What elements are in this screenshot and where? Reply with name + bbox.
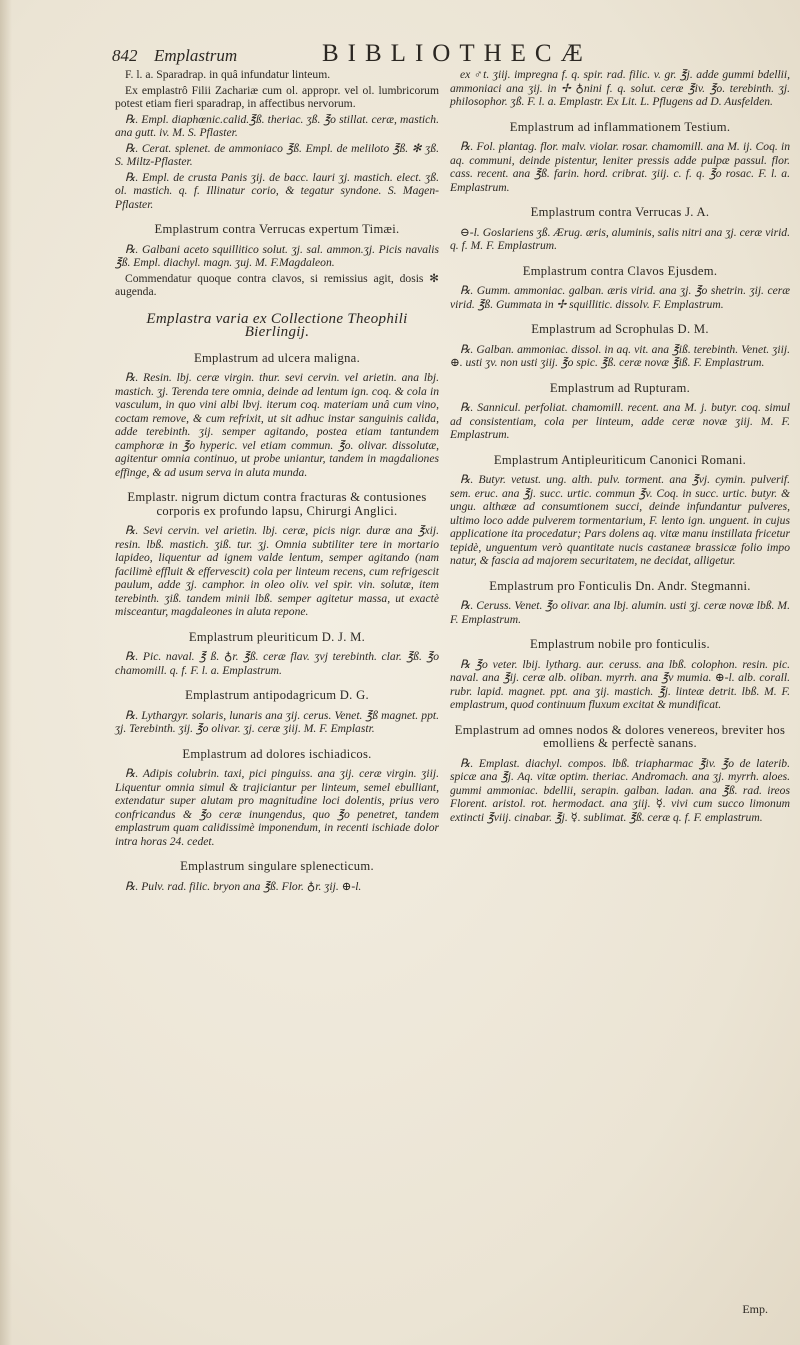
page-header xyxy=(112,40,792,70)
recipe-paragraph: ℞. Empl. de crusta Panis ʒij. de bacc. lauri ʒj. mastich. elect. ʒß. ol. mastich. q. f. Illinatur corio, & tegatur syndone. S. Magen-Pflaster. xyxy=(115,170,439,211)
section-heading: Emplastrum ad Scrophulas D. M. xyxy=(531,322,709,336)
page-number: 842 xyxy=(112,46,138,65)
section-heading: Emplastrum ad inflammationem Testium. xyxy=(509,119,731,134)
recipe-paragraph: ℞. Adipis colubrin. taxi, pici pinguiss. ana ʒij. ceræ virgin. ʒiij. Liquentur omnia simul & trajiciantur per linteum, semel ebulliant, extendatur super alutam pro magnitudine loci dolentis, prius vero confricandus & ℥o ceræ inungendus, quo ℥o penetret, tandem emplastrum quam calidissimè imponendum, in recenti ischiade dolor intra horas 24. cedet. xyxy=(115,767,439,848)
text-paragraph: Ex emplastrô Filii Zachariæ cum ol. appropr. vel ol. lumbricorum potest etiam fieri sparadrap, in affectibus nervorum. xyxy=(115,83,439,110)
recipe-paragraph: ⊖-l. Goslariens ʒß. Ærug. æris, aluminis, salis nitri ana ʒj. ceræ virid. q. f. M. F. Emplastrum. xyxy=(450,225,790,252)
text-paragraph: F. l. a. Sparadrap. in quâ infundatur linteum. xyxy=(125,68,331,81)
recipe-paragraph: ℞. Empl. diaphœnic.calid.℥ß. theriac. ʒß. ℥o stillat. ceræ, mastich. ana gutt. iv. M. S. Pflaster. xyxy=(115,112,439,139)
section-heading: Emplastrum pleuriticum D. J. M. xyxy=(188,629,366,644)
recipe-paragraph: ℞. Sannicul. perfoliat. chamomill. recent. ana M. j. butyr. coq. simul ad consistentiam, cola per linteum, adde ceræ novæ ʒiij. M. F. Emplastrum. xyxy=(450,401,790,441)
section-heading: Emplastrum ad omnes nodos & dolores venereos, breviter hos emolliens & perfectè sanans. xyxy=(454,722,786,750)
section-heading: Emplastr. nigrum dictum contra fracturas & contusiones corporis ex profundo lapsu, Chirurgi Anglici. xyxy=(127,490,427,518)
recipe-paragraph: ℞. Pulv. rad. filic. bryon ana ℥ß. Flor. ♁r. ʒij. ⊕-l. xyxy=(125,879,362,893)
recipe-paragraph: ℞. Gumm. ammoniac. galban. æris virid. ana ʒj. ℥o shetrin. ʒij. ceræ virid. ℥ß. Gummata in ✢ squillitic. dissolv. F. Emplastrum. xyxy=(450,284,790,311)
recipe-paragraph: ℞. Resin. lbj. ceræ virgin. thur. sevi cervin. vel arietin. ana lbj. mastich. ʒj. Terenda tere omnia, deinde ad lentum ign. coq. & cola in vasculum, in quo vini albi lbvj. iterum coq. materiam unâ cum vino, coctam remove, & cum refrixit, ut sit adhuc instar sanguinis calida, adde terebinth. ʒij. semper agitando, postea etiam tantundem camphoræ in ℥o hyperic. vel etiam commun. ℥o. olivar. dissolutæ, agitentur omnia continuo, ut probe uniantur, tandem in magdaliones effinge, & ad usum serva in aluta munda. xyxy=(115,371,439,479)
recipe-paragraph: ℞. Galban. ammoniac. dissol. in aq. vit. ana ℥iß. terebinth. Venet. ʒiij. ⊕. usti ʒv. non usti ʒiij. ℥o spic. ℥ß. ceræ novæ ℥iß. F. Emplastrum. xyxy=(450,342,790,369)
right-column xyxy=(450,68,790,826)
section-heading: Emplastrum contra Verrucas expertum Timæi. xyxy=(154,222,400,236)
running-head: Emplastrum xyxy=(154,46,238,65)
catchword: Emp. xyxy=(742,1302,768,1316)
section-heading: Emplastrum pro Fonticulis Dn. Andr. Stegmanni. xyxy=(489,578,751,593)
page-spine-shadow xyxy=(0,0,12,1345)
recipe-paragraph: ℞. Pic. naval. ℥ ß. ♁r. ℥ß. ceræ flav. ʒvj terebinth. clar. ℥ß. ℥o chamomill. q. f. F. l. a. Emplastrum. xyxy=(115,650,439,677)
section-heading: Emplastrum ad ulcera maligna. xyxy=(193,350,361,365)
section-heading: Emplastrum ad Rupturam. xyxy=(549,380,691,395)
section-heading: Emplastrum nobile pro fonticulis. xyxy=(530,637,710,651)
recipe-paragraph: ℞. Butyr. vetust. ung. alth. pulv. torment. ana ℥vj. cymin. pulverif. sem. eruc. ana ℥j. succ. urtic. commun ℥v. Coq. in succ. urtic. butyr. & ungu. althææ ad consumtionem succi, deinde infundantur pulveres, ultimo loco adde pulverem tormentarium, F. lento ign. unguent. in cujus applicatione ita procedatur; Pars dolens aq. vitæ manu instillata fricetur tepidè, unguentum verò quantitate nucis castaneæ brassicæ folio impo natur, & fascia ad majorem securitatem, ne decidat, alligetur. xyxy=(450,473,790,567)
title-word: BIBLIOTHECÆ xyxy=(322,40,592,67)
recipe-paragraph: ex ♂t. ʒiij. impregna f. q. spir. rad. filic. v. gr. ℥j. adde gummi bdellii, ammoniaci ana ʒij. in ✢ ♁nini f. q. solut. ceræ ℥iv. ℥o. terebinth. ʒj. philosophor. ʒß. F. l. a. Emplastr. Ex Lit. L. Pflugens ad D. Ausfelden. xyxy=(450,68,790,108)
recipe-paragraph: ℞. Sevi cervin. vel arietin. lbj. ceræ, picis nigr. duræ ana ℥xij. resin. lbß. mastich. ʒiß. tur. ʒj. Omnia subtiliter tere in mortario lapideo, liquentur ad ignem valde lentum, semper agitando (nam facilimè effluit & effervescit) cola per linteum recens, cum refrigescit paulum, adde ʒj. camphor. in oleo oliv. vel spir. vin. solutæ, item terebinth. ʒiß. tandem minii lbß. semper agitetur massa, ut exactè misceantur, magdaleones in aluta repone. xyxy=(115,524,439,618)
section-heading: Emplastrum Antipleuriticum Canonici Romani. xyxy=(493,452,747,467)
recipe-paragraph: ℞. Ceruss. Venet. ℥o olivar. ana lbj. alumin. usti ʒj. ceræ novæ lbß. M. F. Emplastrum. xyxy=(450,599,790,626)
recipe-paragraph: ℞. Fol. plantag. flor. malv. violar. rosar. chamomill. ana M. ij. Coq. in aq. communi, deinde pistentur, leniter pressis adde pulpæ passul. flor. cass. recent. ana ℥ß. farin. hord. cribrat. ʒiij. c. f. q. ℥o rosac. F. l. a. Emplastrum. xyxy=(450,140,790,194)
recipe-paragraph: ℞. Lythargyr. solaris, lunaris ana ʒij. cerus. Venet. ℥ß magnet. ppt. ʒj. Terebinth. ʒij. ℥o olivar. ʒj. ceræ ʒiij. M. F. Emplastr. xyxy=(115,708,439,735)
section-heading: Emplastrum contra Clavos Ejusdem. xyxy=(522,263,718,278)
section-heading: Emplastrum singulare splenecticum. xyxy=(180,859,374,873)
left-column xyxy=(115,68,439,895)
collection-heading: Emplastra varia ex Collectione Theophili Bierlingij. xyxy=(146,310,408,340)
recipe-paragraph: ℞. Galbani aceto squillitico solut. ʒj. sal. ammon.ʒj. Picis navalis ℥ß. Empl. diachyl. magn. ʒuj. M. F.Magdaleon. xyxy=(115,242,439,269)
section-heading: Emplastrum ad dolores ischiadicos. xyxy=(182,746,372,761)
recipe-paragraph: ℞. Emplast. diachyl. compos. lbß. triapharmac ℥iv. ℥o de laterib. spicæ ana ℥j. Aq. vitæ optim. theriac. Andromach. ana ʒj. myrrh. aloes. gummi ammoniac. bdellii, serapin. galban. ladan. ana ℥ß. rad. ireos Florent. aristol. rot. hermodact. ana ʒiij. ☿. vivi cum succo limonum extincti ℥viij. cinabar. ℥j. ☿. sublimat. ℥ß. ceræ q. f. F. emplastrum. xyxy=(450,756,790,824)
text-paragraph: Commendatur quoque contra clavos, si remissius agit, dosis ✻ augenda. xyxy=(115,271,439,298)
section-heading: Emplastrum antipodagricum D. G. xyxy=(185,688,369,702)
recipe-paragraph: ℞ ℥o veter. lbij. lytharg. aur. ceruss. ana lbß. colophon. resin. pic. naval. ana ℥ij. ceræ alb. oliban. myrrh. ana ℥v mumia. ⊕-l. alb. corall. rubr. lapid. magnet. ppt. ana ʒij. mastich. ℥j. linteæ detrit. lbß. M. F. emplastrum, quod continuum fluxum excitat & mundificat. xyxy=(450,657,790,711)
recipe-paragraph: ℞. Cerat. splenet. de ammoniaco ℥ß. Empl. de meliloto ℥ß. ✻ ʒß. S. Miltz-Pflaster. xyxy=(115,141,439,168)
section-heading: Emplastrum contra Verrucas J. A. xyxy=(530,205,710,219)
